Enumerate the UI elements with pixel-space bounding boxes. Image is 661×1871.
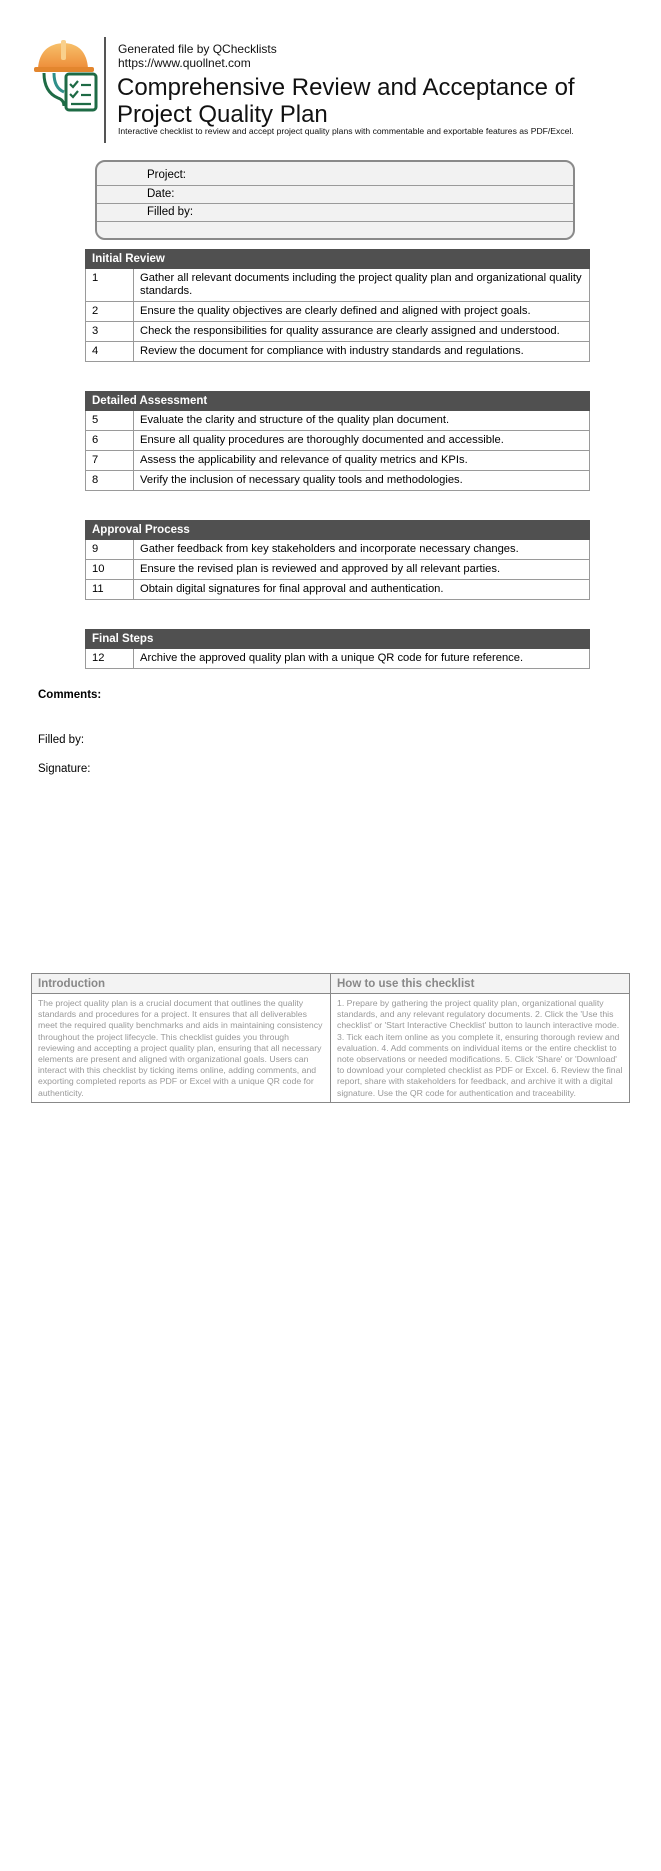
item-number: 12 [86, 649, 134, 668]
checklist-item[interactable] [85, 411, 590, 431]
item-number: 3 [86, 322, 134, 341]
item-text: Review the document for compliance with industry standards and regulations. [140, 345, 524, 357]
section-title: Approval Process [85, 520, 590, 540]
item-text: Ensure the quality objectives are clearly defined and aligned with project goals. [140, 305, 531, 317]
page-subtitle: Interactive checklist to review and accept project quality plans with commentable and exportable features as PDF/Excel. [118, 126, 574, 136]
howto-text: 1. Prepare by gathering the project quality plan, organizational quality standards, and any relevant regulatory documents. 2. Click the 'Use this checklist' or 'Start Interactive Checklist' button to launch interactive mode. 3. Tick each item online as you complete it, ensuring thorough review and evaluation. 4. Add comments on individual items or the entire checklist to note observations or needed modifications. 5. Click 'Share' or 'Download' to download your completed checklist as PDF or Excel. 6. Review the final report, share with stakeholders for feedback, and archive it with a digital signature. Use the QR code for authentication and traceability. [337, 998, 623, 1098]
item-text: Ensure the revised plan is reviewed and approved by all relevant parties. [140, 563, 501, 575]
item-number: 10 [86, 560, 134, 579]
intro-howto-table [31, 973, 630, 1103]
howto-column [330, 974, 629, 1102]
header-divider [104, 37, 106, 143]
item-number: 5 [86, 411, 134, 430]
checklist-item[interactable] [85, 451, 590, 471]
checklist-item[interactable] [85, 322, 590, 342]
section-final-steps [85, 629, 590, 669]
item-number: 7 [86, 451, 134, 470]
blank-field[interactable] [97, 222, 573, 240]
section-title: Detailed Assessment [85, 391, 590, 411]
checklist-item[interactable] [85, 649, 590, 669]
page-title: Comprehensive Review and Acceptance of Project Quality Plan [117, 74, 575, 128]
item-number: 1 [86, 269, 134, 301]
checklist-item[interactable] [85, 471, 590, 491]
hardhat-checklist-icon [34, 40, 102, 112]
qchecklists-logo [34, 40, 102, 112]
item-text: Archive the approved quality plan with a unique QR code for future reference. [140, 652, 524, 664]
item-number: 8 [86, 471, 134, 490]
section-approval-process [85, 520, 590, 600]
item-text: Check the responsibilities for quality assurance are clearly assigned and understood. [140, 325, 560, 337]
item-text: Verify the inclusion of necessary quality tools and methodologies. [140, 474, 463, 486]
signature-label[interactable]: Signature: [38, 763, 91, 775]
generated-by-text: Generated file by QChecklists [118, 42, 277, 56]
project-info-box [95, 160, 575, 240]
checklist-item[interactable] [85, 302, 590, 322]
checklist-item[interactable] [85, 560, 590, 580]
checklist-item[interactable] [85, 540, 590, 560]
item-number: 6 [86, 431, 134, 450]
item-number: 4 [86, 342, 134, 361]
project-field[interactable]: Project: [97, 162, 573, 186]
section-title: Initial Review [85, 249, 590, 269]
item-text: Gather all relevant documents including the project quality plan and organizational quality standards. [140, 272, 582, 297]
checklist-item[interactable] [85, 580, 590, 600]
item-text: Assess the applicability and relevance of quality metrics and KPIs. [140, 454, 468, 466]
item-text: Gather feedback from key stakeholders and incorporate necessary changes. [140, 543, 519, 555]
date-field[interactable]: Date: [97, 186, 573, 204]
item-text: Evaluate the clarity and structure of the quality plan document. [140, 414, 450, 426]
checklist-item[interactable] [85, 269, 590, 302]
filled-by-label[interactable]: Filled by: [38, 734, 85, 746]
item-text: Ensure all quality procedures are thoroughly documented and accessible. [140, 434, 504, 446]
checklist-item[interactable] [85, 342, 590, 362]
filled-by-field[interactable]: Filled by: [97, 204, 573, 222]
section-title: Final Steps [85, 629, 590, 649]
item-text: Obtain digital signatures for final approval and authentication. [140, 583, 444, 595]
section-initial-review [85, 249, 590, 362]
item-number: 9 [86, 540, 134, 559]
section-detailed-assessment [85, 391, 590, 491]
howto-heading: How to use this checklist [331, 974, 629, 994]
checklist-item[interactable] [85, 431, 590, 451]
introduction-text: The project quality plan is a crucial document that outlines the quality standards and procedures for a project. It ensures that all deliverables meet the required quality benchmarks and aids in maintaining consistency throughout the project lifecycle. This checklist guides you through reviewing and accepting a project quality plan, ensuring that all necessary elements are present and aligned with organizational goals. Users can interact with this checklist by ticking items online, adding comments, and exporting completed reports as PDF or Excel with a unique QR code for authenticity. [38, 998, 323, 1098]
introduction-heading: Introduction [32, 974, 330, 994]
introduction-column [32, 974, 330, 1102]
item-number: 11 [86, 580, 134, 599]
comments-label[interactable]: Comments: [38, 689, 102, 701]
item-number: 2 [86, 302, 134, 321]
website-link[interactable]: https://www.quollnet.com [118, 56, 251, 70]
